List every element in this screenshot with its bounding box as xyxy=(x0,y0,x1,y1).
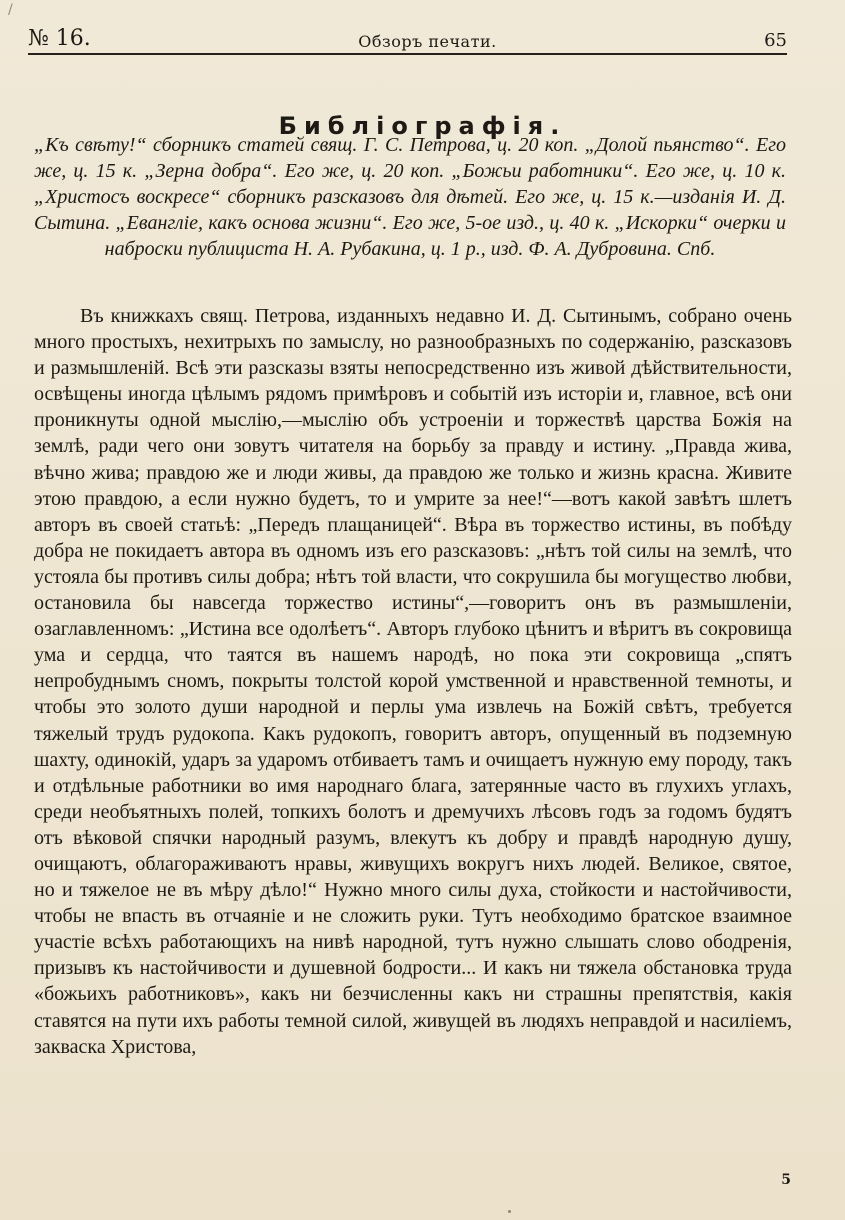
body-paragraph: Въ книжкахъ свящ. Петрова, изданныхъ недавно И. Д. Сытинымъ, собрано очень много простыхъ, нехитрыхъ по замыслу, но разнообразныхъ по содержанію, разсказовъ и размышленій. Всѣ эти разсказы взяты непосредственно изъ живой дѣйствительности, освѣщены иногда цѣлымъ рядомъ примѣровъ и событій изъ исторіи и, главное, всѣ они проникнуты одной мыслію,—мыслію объ устроеніи и торжествѣ царства Божія на землѣ, ради чего они зовутъ читателя на борьбу за правду и истину. „Правда жива, вѣчно жива; правдою же и люди живы, да правдою же только и жизнь красна. Живите этою правдою, а если нужно будетъ, то и умрите за нее!“—вотъ какой завѣтъ шлетъ авторъ въ своей статьѣ: „Передъ плащаницей“. Вѣра въ торжество истины, въ побѣду добра не покидаетъ автора въ одномъ изъ его разсказовъ: „нѣтъ той силы на землѣ, что устояла бы противъ силы добра; нѣтъ той власти, что сокрушила бы могущество любви, остановила бы навсегда торжество истины“,—говоритъ онъ въ размышленіи, озаглавленномъ: „Истина все одолѣетъ“. Авторъ глубоко цѣнитъ и вѣритъ въ сокровища ума и сердца, что таятся въ нашемъ народѣ, но пока эти сокровища „спятъ непробуднымъ сномъ, покрыты толстой корой умственной и нравственной темноты, и чтобы это золото души народной и перлы ума извлечь на Божій свѣтъ, требуется тяжелый трудъ рудокопа. Какъ рудокопъ, говоритъ авторъ, опущенный въ подземную шахту, одинокій, ударъ за ударомъ отбиваетъ тамъ и очищаетъ нужную ему породу, такъ и отдѣльные работники во имя народнаго блага, затерянные часто въ глухихъ углахъ, среди необъятныхъ полей, топкихъ болотъ и дремучихъ лѣсовъ годъ за годомъ будятъ отъ вѣковой спячки народный разумъ, влекутъ къ добру и правдѣ народную душу, очищаютъ, облагораживаютъ нравы, живущихъ вокругъ нихъ людей. Великое, святое, но и тяжелое не въ мѣру дѣло!“ Нужно много силы духа, стойкости и настойчивости, чтобы не впасть въ отчаяніе и не сложить руки. Тутъ необходимо братское взаимное участіе всѣхъ работающихъ на нивѣ народной, тутъ нужно слышать слово ободренія, призывъ къ настойчивости и душевной бодрости... И какъ ни тяжела обстановка труда «божьихъ работниковъ», какъ ни безчисленны какъ ни страшны препятствія, какія ставятся на пути ихъ работы темной силой, живущей въ людяхъ неправдой и насиліемъ, закваска Христова, xyxy=(34,305,792,1058)
running-title: Обзоръ печати. xyxy=(358,32,497,51)
issue-number: № 16. xyxy=(28,26,91,51)
page-number: 65 xyxy=(764,30,787,51)
bibliography-entry: „Къ свѣту!“ сборникъ статей свящ. Г. С. Петрова, ц. 20 коп. „Долой пьянство“. Его же, ц. 15 к. „Зерна добра“. Его же, ц. 20 коп. „Божьи работники“. Его же, ц. 10 к. „Христосъ воскресе“ сборникъ разсказовъ для дѣтей. Его же, ц. 15 к.—изданія И. Д. Сытина. „Евангліе, какъ основа жизни“. Его же, 5-ое изд., ц. 40 к. „Искорки“ очерки и наброски публициста Н. А. Рубакина, ц. 1 р., изд. Ф. А. Дубровина. Спб. xyxy=(34,134,786,260)
print-dot xyxy=(508,1210,511,1213)
section-title: Библіографія. xyxy=(278,111,567,140)
corner-mark: / xyxy=(8,2,13,18)
signature-mark: 5 xyxy=(781,1172,791,1188)
running-head xyxy=(28,18,787,55)
